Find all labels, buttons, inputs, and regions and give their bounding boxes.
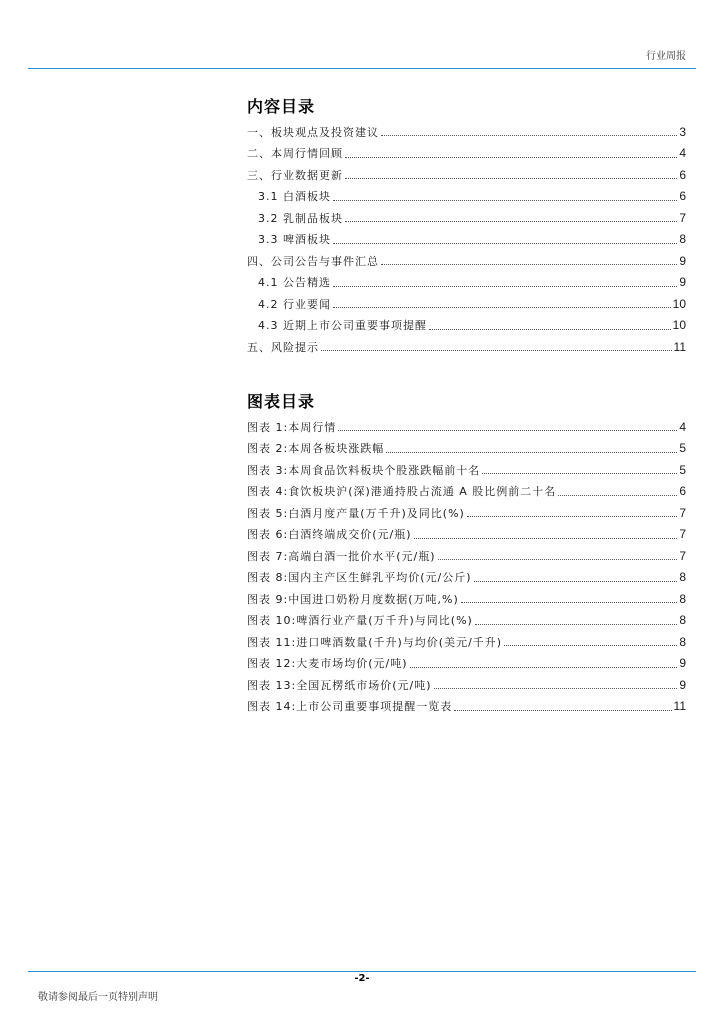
toc-entry-label: 三、行业数据更新 [247,168,343,182]
dot-leader [345,157,677,158]
toc-entry-label: 3.2 乳制品板块 [258,211,343,225]
toc-entry-page: 11 [673,339,686,354]
toc-entry[interactable] [247,502,686,524]
toc-entry-page: 6 [679,484,686,499]
toc-entry-label: 图表 6:白酒终端成交价(元/瓶) [247,528,412,542]
toc-entry-page: 8 [679,232,686,247]
toc-entry-page: 6 [679,189,686,204]
toc-entry[interactable] [247,164,686,186]
toc-entry-label: 图表 4:食饮板块沪(深)港通持股占流通 A 股比例前二十名 [247,485,557,499]
dot-leader [475,624,677,625]
toc-entry-page: 10 [672,296,686,311]
toc-entry-label: 4.2 行业要闻 [258,297,331,311]
dot-leader [321,350,672,351]
toc-entry-page: 9 [679,253,686,268]
toc-entry-label: 图表 3:本周食品饮料板块个股涨跌幅前十名 [247,463,481,477]
dot-leader [504,645,677,646]
toc-entry[interactable] [247,696,686,718]
dot-leader [333,243,677,244]
toc-entry-page: 7 [679,527,686,542]
toc-entry-label: 图表 9:中国进口奶粉月度数据(万吨,%) [247,592,459,606]
dot-leader [414,538,678,539]
dot-leader [345,221,677,222]
dot-leader [438,559,678,560]
toc-entry-page: 9 [679,275,686,290]
dot-leader [381,264,677,265]
toc-entry[interactable] [247,336,686,358]
toc-entry-label: 图表 5:白酒月度产量(万千升)及同比(%) [247,506,465,520]
toc-entry[interactable] [247,567,686,589]
toc-entry-label: 图表 14:上市公司重要事项提醒一览表 [247,700,453,714]
toc-entry-page: 5 [679,462,686,477]
toc-entry[interactable] [247,545,686,567]
dot-leader [429,329,671,330]
header-divider [28,68,696,69]
toc-entry-page: 5 [679,441,686,456]
toc-entry[interactable] [247,588,686,610]
toc-entry-page: 7 [679,548,686,563]
toc-entry-page: 9 [679,677,686,692]
dot-leader [381,135,677,136]
toc-entry[interactable] [247,315,686,337]
toc-entry[interactable] [247,653,686,675]
toc-entry[interactable] [247,272,686,294]
toc-entry-label: 图表 2:本周各板块涨跌幅 [247,442,385,456]
toc-entry-label: 图表 13:全国瓦楞纸市场价(元/吨) [247,678,432,692]
toc-entry[interactable] [247,250,686,272]
dot-leader [345,178,677,179]
toc-entry[interactable] [247,481,686,503]
dot-leader [461,602,678,603]
toc-entry[interactable] [247,524,686,546]
dot-leader [467,516,677,517]
toc-entry-page: 9 [679,656,686,671]
contents-list [247,121,686,358]
toc-entry-page: 8 [679,613,686,628]
contents-title: 内容目录 [247,97,316,116]
dot-leader [482,473,677,474]
toc-entry-page: 8 [679,591,686,606]
dot-leader [474,581,678,582]
toc-entry-label: 图表 12:大麦市场均价(元/吨) [247,657,408,671]
toc-entry-label: 图表 8:国内主产区生鲜乳平均价(元/公斤) [247,571,472,585]
toc-entry-label: 图表 7:高端白酒一批价水平(元/瓶) [247,549,436,563]
toc-entry-page: 8 [679,634,686,649]
dot-leader [386,452,677,453]
dot-leader [338,430,677,431]
toc-entry-label: 图表 10:啤酒行业产量(万千升)与同比(%) [247,614,473,628]
toc-entry-label: 图表 11:进口啤酒数量(千升)与均价(美元/千升) [247,635,503,649]
toc-entry-label: 二、本周行情回顾 [247,147,343,161]
toc-entry[interactable] [247,293,686,315]
toc-entry[interactable] [247,186,686,208]
page-number: -2- [354,973,370,984]
toc-entry[interactable] [247,121,686,143]
toc-entry-page: 7 [679,210,686,225]
dot-leader [410,667,678,668]
toc-entry-page: 8 [679,570,686,585]
toc-entry[interactable] [247,207,686,229]
toc-entry[interactable] [247,674,686,696]
toc-entry[interactable] [247,438,686,460]
dot-leader [454,710,671,711]
dot-leader [333,286,677,287]
toc-entry-page: 3 [679,124,686,139]
figures-title: 图表目录 [247,392,316,411]
toc-entry-page: 7 [679,505,686,520]
header-label: 行业周报 [646,51,686,62]
toc-entry-label: 五、风险提示 [247,340,319,354]
toc-entry-label: 3.1 白酒板块 [258,190,331,204]
toc-entry-label: 4.3 近期上市公司重要事项提醒 [258,319,427,333]
toc-entry[interactable] [247,229,686,251]
toc-entry-label: 图表 1:本周行情 [247,420,337,434]
dot-leader [558,495,677,496]
toc-entry[interactable] [247,459,686,481]
toc-entry-page: 10 [672,318,686,333]
toc-entry-page: 11 [673,699,686,714]
toc-entry-label: 四、公司公告与事件汇总 [247,254,379,268]
toc-entry-label: 3.3 啤酒板块 [258,233,331,247]
footer-divider [28,971,696,972]
toc-entry[interactable] [247,631,686,653]
toc-entry-page: 4 [679,146,686,161]
toc-entry[interactable] [247,610,686,632]
dot-leader [434,688,678,689]
toc-entry-page: 6 [679,167,686,182]
toc-entry[interactable] [247,416,686,438]
toc-entry-label: 4.1 公告精选 [258,276,331,290]
dot-leader [333,307,671,308]
figures-list [247,416,686,717]
toc-entry-page: 4 [679,419,686,434]
toc-entry-label: 一、板块观点及投资建议 [247,125,379,139]
dot-leader [333,200,677,201]
toc-entry[interactable] [247,143,686,165]
disclaimer-note: 敬请参阅最后一页特别声明 [38,992,158,1003]
